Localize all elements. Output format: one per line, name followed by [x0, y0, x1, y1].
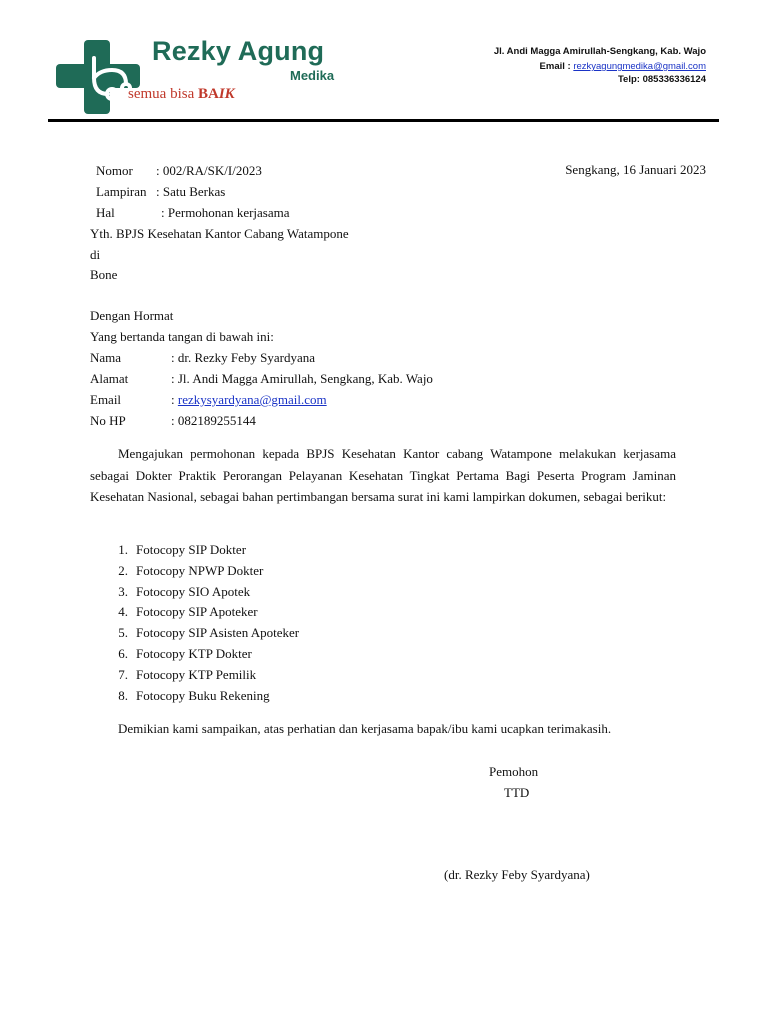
hal-label: Hal	[96, 205, 115, 220]
greeting: Dengan Hormat	[90, 308, 174, 323]
nohp-value: : 082189255144	[171, 413, 256, 428]
header-divider	[48, 119, 719, 122]
signer-role: Pemohon	[489, 764, 539, 779]
company-address: Jl. Andi Magga Amirullah-Sengkang, Kab. Wajo	[493, 46, 706, 57]
letter-date: Sengkang, 16 Januari 2023	[565, 162, 706, 177]
alamat-value: : Jl. Andi Magga Amirullah, Sengkang, Kab. Wajo	[171, 371, 433, 386]
signer-name: (dr. Rezky Feby Syardyana)	[444, 867, 590, 882]
company-phone-line: Telp: 085336336124	[617, 74, 706, 85]
nohp-label: No HP	[90, 413, 126, 428]
nama-value: : dr. Rezky Feby Syardyana	[171, 350, 316, 365]
signature-ttd: TTD	[504, 785, 530, 800]
email-value-line: : rezkysyardyana@gmail.com	[171, 392, 327, 407]
alamat-label: Alamat	[90, 371, 129, 386]
company-email-line: Email : rezkyagungmedika@gmail.com	[539, 61, 706, 72]
hal-value: : Permohonan kerjasama	[161, 205, 290, 220]
attachment-list: 1. Fotocopy SIP Dokter 2. Fotocopy NPWP Dokter 3. Fotocopy SIO Apotek 4. Fotocopy SIP Apoteker 5. Fotocopy SIP Asisten Apoteker 6. Fotocopy KTP Dokter 7. Fotocopy KTP Pemilik 8. Fotocopy Buku Rekening	[118, 542, 300, 703]
company-email-link[interactable]: rezkyagungmedika@gmail.com	[573, 61, 706, 72]
lampiran-label: Lampiran	[96, 184, 147, 199]
recipient-di: di	[90, 247, 101, 262]
applicant-email-link[interactable]: rezkysyardyana@gmail.com	[177, 392, 327, 407]
email-label: Email	[90, 392, 122, 407]
nama-label: Nama	[90, 350, 122, 365]
body-paragraph: Mengajukan permohonan kepada BPJS Kesehatan Kantor cabang Watampone melakukan kerjasama sebagai Dokter Praktik Perorangan Pelayanan Kesehatan Tingkat Pertama Bagi Peserta Program Jaminan Kesehatan Nasional, sebagai bahan pertimbangan bersama surat ini kami lampirkan dokumen, sebagai berikut:	[90, 446, 676, 504]
closing-text: Demikian kami sampaikan, atas perhatian dan kerjasama bapak/ibu kami ucapkan terimakasih.	[118, 721, 612, 736]
recipient: Yth. BPJS Kesehatan Kantor Cabang Watampone	[90, 226, 349, 241]
lampiran-value: : Satu Berkas	[156, 184, 226, 199]
nomor-label: Nomor	[96, 163, 133, 178]
nomor-value: : 002/RA/SK/I/2023	[156, 163, 262, 178]
brand-subtitle: Medika	[290, 68, 335, 83]
intro-text: Yang bertanda tangan di bawah ini:	[90, 329, 274, 344]
brand-name: Rezky Agung	[152, 36, 325, 66]
recipient-city: Bone	[90, 267, 118, 282]
tagline: semua bisa BAIK	[128, 86, 235, 102]
medical-cross-logo-icon	[54, 38, 142, 116]
